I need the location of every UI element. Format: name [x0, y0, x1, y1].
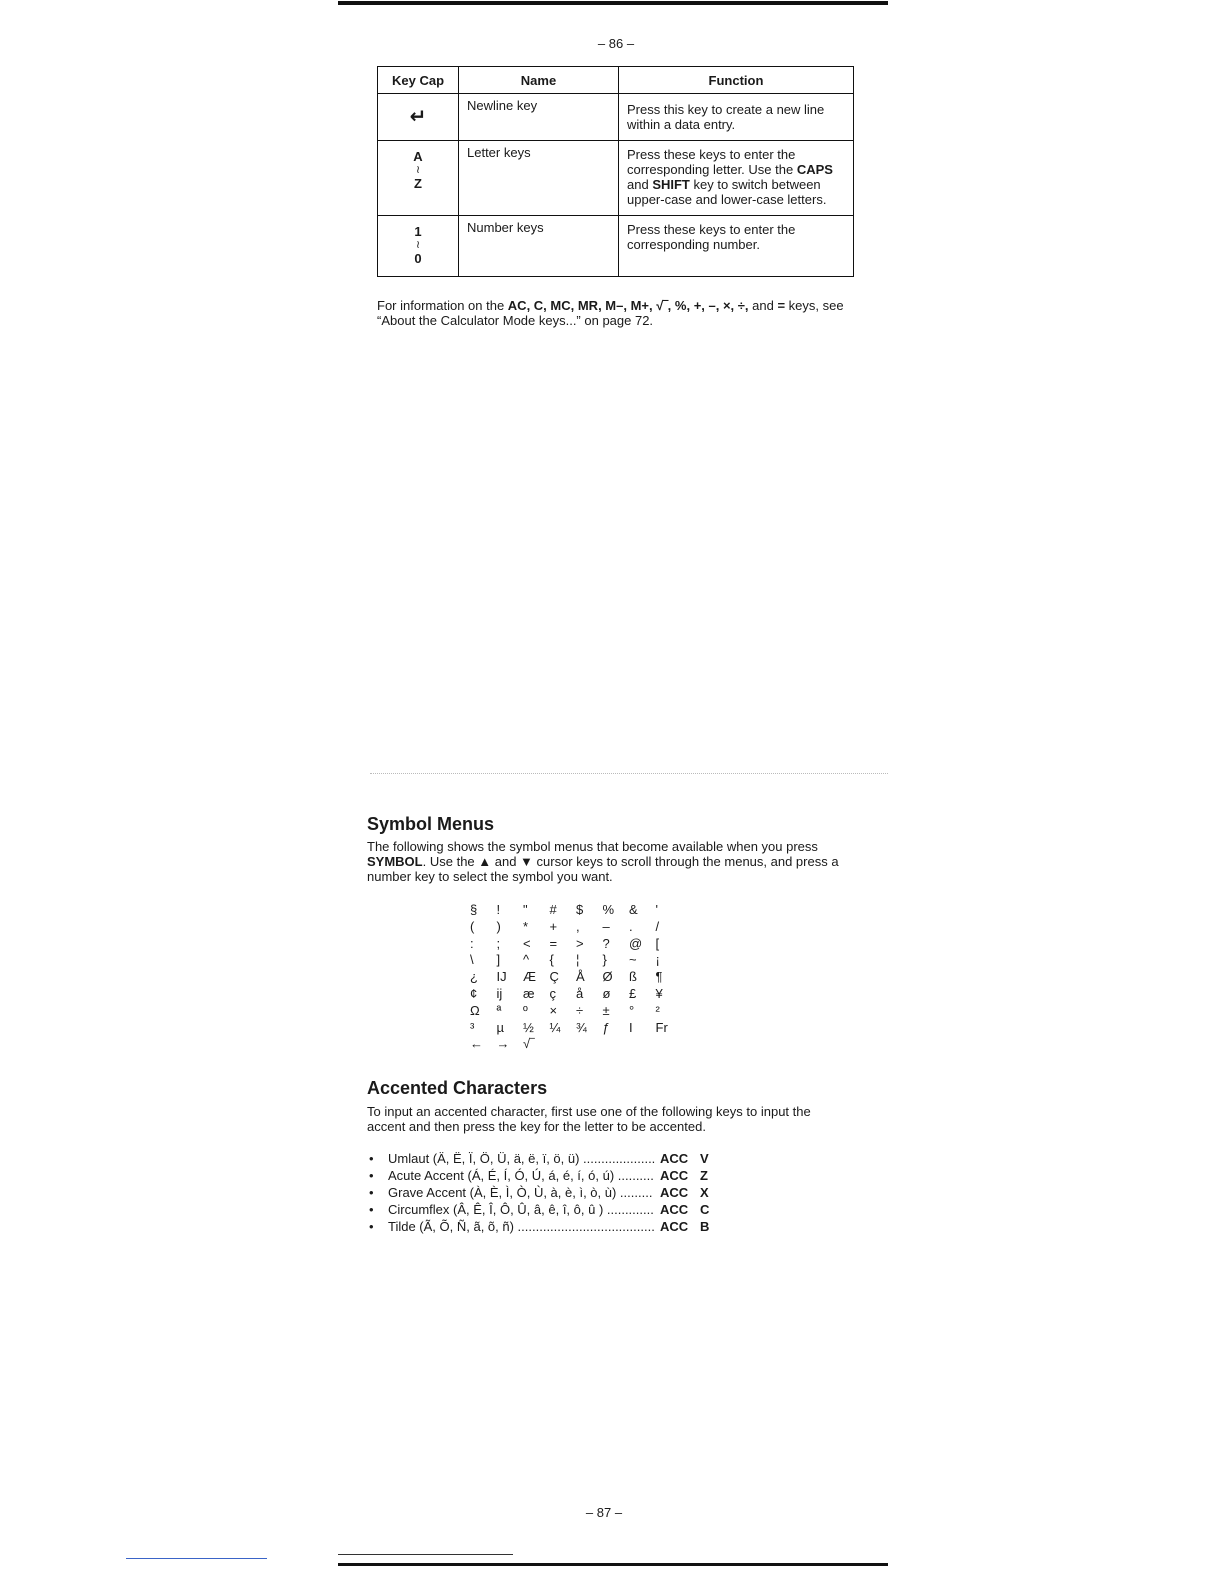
page-fold-divider — [370, 773, 888, 774]
header-key-cap: Key Cap — [378, 67, 459, 94]
symbol-cell: ¼ — [549, 1019, 561, 1035]
symbol-cell: * — [523, 918, 529, 934]
symbol-cell: ¢ — [470, 985, 478, 1001]
symbol-cell: ° — [629, 1002, 635, 1018]
link-underline — [126, 1558, 267, 1559]
cap-range-mark: ≀ — [415, 164, 421, 176]
top-rule — [338, 1, 888, 5]
acc-key: ACC — [660, 1168, 689, 1183]
bullet-icon: • — [369, 1151, 374, 1166]
symbol-cell: → — [496, 1036, 510, 1052]
shift-key-label: SHIFT — [652, 177, 690, 192]
table-cell — [619, 141, 854, 216]
accent-label: Grave Accent (À, È, Ì, Ò, Ù, à, è, ì, ò, ù) ......... — [388, 1185, 653, 1200]
cap-bottom: Z — [414, 176, 422, 191]
list-item — [369, 1184, 709, 1201]
function-text: and — [627, 177, 653, 192]
symbol-menus-intro — [367, 839, 845, 884]
symbol-cell: ' — [655, 902, 658, 917]
table-cell: Press these keys to enter the corresponding number. — [619, 216, 854, 277]
symbol-cell: ¾ — [576, 1019, 587, 1035]
symbol-cell: , — [576, 918, 580, 934]
symbol-cell: = — [549, 935, 558, 951]
symbol-cell: æ — [523, 985, 535, 1001]
symbol-cell: √‾ — [523, 1036, 535, 1052]
accent-letter-key: V — [700, 1151, 709, 1166]
table-cell: Press this key to create a new line within a data entry. — [619, 94, 854, 141]
symbol-cell: % — [602, 902, 615, 917]
symbol-row — [470, 1020, 682, 1037]
table-cell: Number keys — [459, 216, 619, 277]
symbol-cell: ¶ — [655, 969, 663, 985]
symbol-cell: Fr — [655, 1019, 668, 1035]
accent-label: Acute Accent (Á, É, Í, Ó, Ú, á, é, í, ó, ú) .......... — [388, 1168, 654, 1183]
symbol-cell: $ — [576, 902, 584, 917]
symbol-cell: } — [602, 952, 607, 968]
symbol-cell: @ — [629, 935, 643, 951]
list-item — [369, 1150, 709, 1167]
symbol-row — [470, 986, 682, 1003]
symbol-cell: ij — [496, 985, 503, 1001]
cap-top: 1 — [414, 224, 422, 239]
note-equals-key: = — [777, 298, 786, 313]
symbol-row — [470, 936, 682, 953]
page-number-bottom: – 87 – — [585, 1505, 623, 1520]
cap-top: A — [413, 149, 423, 164]
symbol-cell: ; — [496, 935, 501, 951]
note-text: and — [748, 298, 778, 313]
accent-letter-key: C — [700, 1202, 710, 1217]
symbol-cell: ª — [496, 1002, 502, 1018]
key-cap-letters — [378, 141, 459, 216]
acc-key: ACC — [660, 1151, 689, 1166]
cap-bottom: 0 — [414, 251, 422, 266]
symbol-cell: £ — [629, 985, 637, 1001]
symbol-grid — [470, 902, 682, 1053]
list-item — [369, 1201, 709, 1218]
symbol-cell: ) — [496, 918, 501, 934]
accented-characters-title: Accented Characters — [367, 1078, 548, 1098]
page-number-top: – 86 – — [597, 36, 635, 51]
table-row — [378, 216, 854, 277]
key-table — [377, 66, 854, 277]
symbol-menus-title: Symbol Menus — [367, 814, 495, 834]
symbol-cell: Ø — [602, 969, 613, 985]
symbol-cell: ß — [629, 969, 637, 985]
calculator-keys-note — [377, 298, 857, 328]
newline-key-icon: ↵ — [378, 94, 459, 141]
symbol-cell: { — [549, 952, 554, 968]
symbol-cell: ] — [496, 952, 501, 968]
symbol-cell: > — [576, 935, 584, 951]
symbol-cell: [ — [655, 935, 660, 951]
intro-text: The following shows the symbol menus that become available when you press — [367, 839, 818, 854]
list-item — [369, 1218, 709, 1235]
cap-range-mark: ≀ — [415, 239, 421, 251]
bullet-icon: • — [369, 1219, 374, 1234]
bottom-rule — [338, 1563, 888, 1566]
symbol-cell: Ω — [470, 1002, 480, 1018]
symbol-cell: ? — [602, 935, 610, 951]
function-text: Press these keys to enter the corresponding letter. Use the — [627, 147, 797, 177]
symbol-cell: ½ — [523, 1019, 534, 1035]
symbol-cell: ± — [602, 1002, 610, 1018]
accent-letter-key: X — [700, 1185, 709, 1200]
accent-list — [369, 1150, 709, 1235]
intro-text: . Use the ▲ and ▼ cursor keys to scroll through the menus, and press a number key to select the symbol you want. — [367, 854, 839, 884]
symbol-cell: : — [470, 935, 474, 951]
symbol-cell: I — [629, 1019, 633, 1035]
symbol-cell: § — [470, 902, 478, 917]
symbol-cell: ¦ — [576, 952, 580, 968]
accented-intro: To input an accented character, first use one of the following keys to input the accent and then press the key for the letter to be accented. — [367, 1104, 811, 1134]
symbol-cell: ƒ — [602, 1019, 610, 1035]
symbol-cell: ! — [496, 902, 501, 917]
symbol-cell: + — [549, 918, 558, 934]
symbol-cell: Æ — [523, 969, 536, 985]
function-text: key to switch between upper-case and lower-case letters. — [627, 177, 827, 207]
accent-letter-key: Z — [700, 1168, 708, 1183]
bullet-icon: • — [369, 1168, 374, 1183]
header-function: Function — [619, 67, 854, 94]
symbol-cell: Ç — [549, 969, 559, 985]
table-cell: Letter keys — [459, 141, 619, 216]
symbol-cell: ³ — [470, 1019, 475, 1035]
symbol-cell: Å — [576, 969, 585, 985]
symbol-row — [470, 952, 682, 969]
symbol-cell: ç — [549, 985, 556, 1001]
caps-key-label: CAPS — [796, 162, 833, 177]
key-table-header — [378, 67, 854, 94]
symbol-cell: / — [655, 918, 660, 934]
acc-key: ACC — [660, 1219, 689, 1234]
note-keys: AC, C, MC, MR, M–, M+, √‾, %, +, –, ×, ÷, — [507, 298, 749, 313]
bullet-icon: • — [369, 1185, 374, 1200]
symbol-cell: µ — [496, 1019, 504, 1035]
table-row — [378, 94, 854, 141]
symbol-cell: ~ — [629, 952, 637, 968]
symbol-cell: ¿ — [470, 969, 478, 985]
symbol-key-label: SYMBOL — [367, 854, 423, 869]
symbol-row — [470, 1036, 682, 1053]
bullet-icon: • — [369, 1202, 374, 1217]
symbol-cell: × — [549, 1002, 558, 1018]
symbol-cell: ¥ — [655, 985, 663, 1001]
symbol-cell: ø — [602, 985, 611, 1001]
accent-label: Umlaut (Ä, Ë, Ï, Ö, Ü, ä, ë, ï, ö, ü) .................... — [388, 1151, 656, 1166]
accent-label: Tilde (Ã, Õ, Ñ, ã, õ, ñ) ...................................... — [388, 1219, 655, 1234]
symbol-cell: ^ — [523, 952, 530, 968]
symbol-row — [470, 902, 682, 919]
symbol-cell: < — [523, 935, 531, 951]
symbol-row — [470, 969, 682, 986]
symbol-cell: ← — [470, 1036, 483, 1052]
key-cap-numbers — [378, 216, 459, 277]
bottom-rule-thin — [338, 1554, 513, 1555]
symbol-cell: \ — [470, 952, 474, 968]
symbol-cell: " — [523, 902, 528, 917]
table-row — [378, 141, 854, 216]
acc-key: ACC — [660, 1185, 689, 1200]
note-text: For information on the — [377, 298, 508, 313]
symbol-cell: – — [602, 918, 610, 934]
header-name: Name — [459, 67, 619, 94]
symbol-cell: ² — [655, 1002, 660, 1018]
symbol-cell: # — [549, 902, 557, 917]
note-text: keys, see “About the Calculator Mode keys...” on page 72. — [377, 298, 844, 328]
symbol-cell: & — [629, 902, 638, 917]
list-item — [369, 1167, 709, 1184]
symbol-cell: IJ — [496, 969, 507, 985]
symbol-cell: ¡ — [655, 952, 660, 968]
symbol-cell: å — [576, 985, 584, 1001]
accent-label: Circumflex (Â, Ê, Î, Ô, Û, â, ê, î, ô, û ) ............. — [388, 1202, 654, 1217]
symbol-row — [470, 919, 682, 936]
symbol-cell: ( — [470, 918, 475, 934]
symbol-cell: ÷ — [576, 1002, 584, 1018]
table-cell: Newline key — [459, 94, 619, 141]
symbol-cell: º — [523, 1002, 528, 1018]
acc-key: ACC — [660, 1202, 689, 1217]
accent-letter-key: B — [700, 1219, 710, 1234]
symbol-row — [470, 1003, 682, 1020]
symbol-cell: . — [629, 918, 633, 934]
